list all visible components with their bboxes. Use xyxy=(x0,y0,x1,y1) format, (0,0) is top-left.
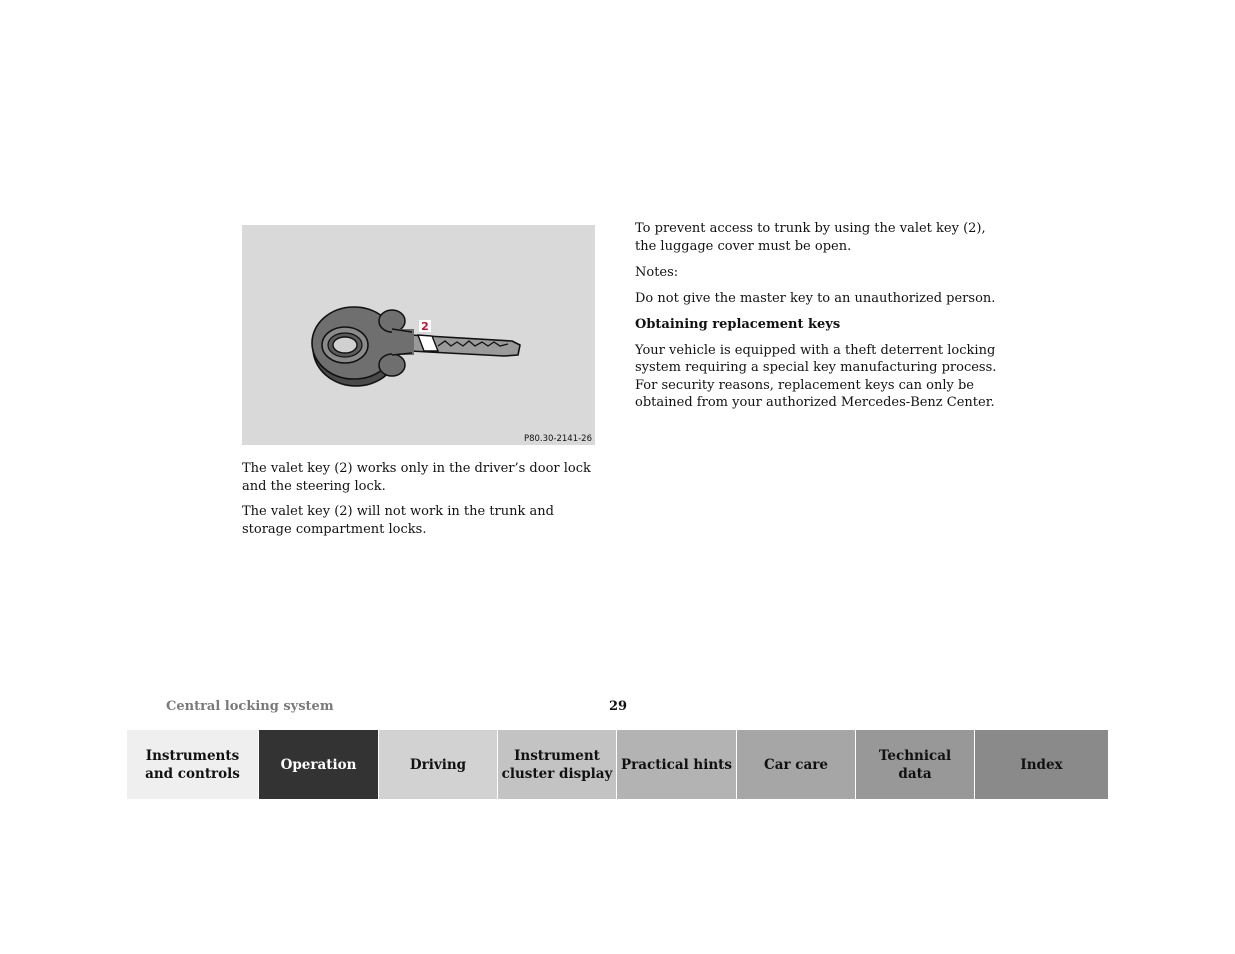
chapter-navigation xyxy=(127,730,1108,799)
valet-key-scope-text: The valet key (2) works only in the driver’s door lock and the steering lock. xyxy=(242,461,591,494)
tab-operation[interactable]: Operation xyxy=(259,730,379,799)
tab-instruments-and-controls[interactable]: Instruments and controls xyxy=(127,730,259,799)
figure-code: P80.30-2141-26 xyxy=(523,434,592,444)
tab-driving[interactable]: Driving xyxy=(379,730,498,799)
master-key-note: Do not give the master key to an unauthorized person. xyxy=(635,290,996,306)
valet-key-figure xyxy=(242,225,595,445)
tab-practical-hints[interactable]: Practical hints xyxy=(617,730,737,799)
valet-key-illustration xyxy=(242,225,595,445)
tab-instrument-cluster-display[interactable]: Instrument cluster display xyxy=(498,730,617,799)
section-title: Central locking system xyxy=(166,699,334,714)
left-column xyxy=(242,460,602,546)
page-number: 29 xyxy=(609,699,628,714)
trunk-access-text: To prevent access to trunk by using the valet key (2), the luggage cover must be open. xyxy=(635,221,986,254)
notes-label: Notes: xyxy=(635,265,679,280)
tab-technical-data[interactable]: Technical data xyxy=(856,730,975,799)
replacement-keys-heading: Obtaining replacement keys xyxy=(635,317,841,332)
valet-key-limitation-text: The valet key (2) will not work in the trunk and storage compartment locks. xyxy=(242,504,554,537)
tab-index[interactable]: Index xyxy=(975,730,1108,799)
tab-car-care[interactable]: Car care xyxy=(737,730,856,799)
callout-2-label: 2 xyxy=(421,320,429,333)
right-column xyxy=(635,220,1005,420)
replacement-keys-text: Your vehicle is equipped with a theft deterrent locking system requiring a special key manufacturing process. For security reasons, replacement keys can only be obtained from your authorized Mercedes-Benz Center. xyxy=(635,342,997,410)
